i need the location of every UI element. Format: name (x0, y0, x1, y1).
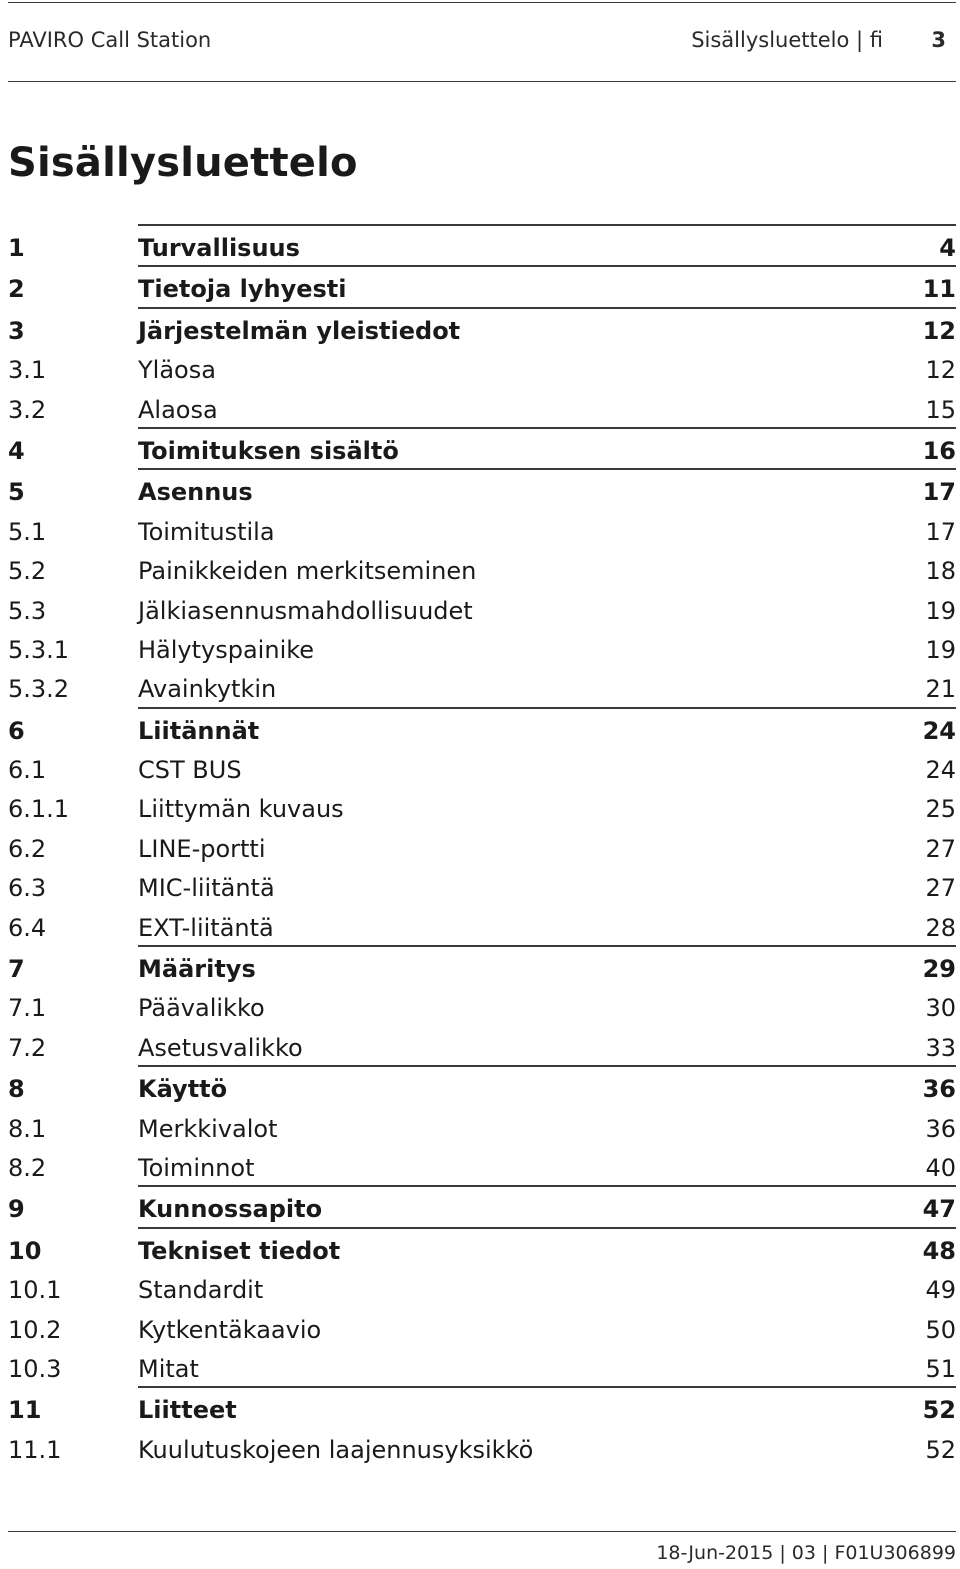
toc-entry[interactable] (8, 427, 956, 468)
toc-entry-title[interactable]: Turvallisuus (138, 234, 300, 262)
table-of-contents (8, 224, 956, 1467)
toc-entry-title[interactable]: Tietoja lyhyesti (138, 275, 347, 304)
toc-entry-page: 24 (925, 756, 956, 785)
toc-entry[interactable] (8, 1428, 956, 1467)
toc-entry-number: 5.3.2 (8, 675, 70, 704)
toc-entry-page: 12 (922, 316, 956, 345)
toc-entry-number: 6.2 (8, 834, 47, 863)
toc-entry-title[interactable]: Määritys (138, 955, 256, 984)
toc-entry-number: 6.4 (8, 913, 47, 942)
toc-entry-title[interactable]: Jälkiasennusmahdollisuudet (138, 596, 473, 625)
toc-entry-title[interactable]: Kytkentäkaavio (138, 1315, 322, 1344)
toc-entry-number: 9 (8, 1195, 25, 1224)
toc-entry-number: 6.1 (8, 756, 47, 785)
toc-entry[interactable] (8, 986, 956, 1025)
toc-entry[interactable] (8, 388, 956, 427)
toc-entry-number: 4 (8, 436, 25, 465)
toc-entry-title[interactable]: Standardit (138, 1276, 264, 1305)
top-border (8, 2, 956, 3)
toc-entry-page: 49 (925, 1276, 956, 1305)
toc-entry-page: 4 (939, 234, 956, 262)
toc-entry[interactable] (8, 1268, 956, 1307)
page-footer: 18-Jun-2015 | 03 | F01U306899 (656, 1542, 956, 1564)
page-title: Sisällysluettelo (8, 140, 358, 186)
toc-entry-page: 30 (925, 994, 956, 1023)
toc-entry[interactable] (8, 1146, 956, 1185)
toc-entry-title[interactable]: Päävalikko (138, 994, 265, 1023)
toc-entry-title[interactable]: Toimitustila (138, 517, 275, 546)
toc-entry[interactable] (8, 510, 956, 549)
toc-entry-page: 36 (925, 1114, 956, 1143)
toc-entry-page: 51 (925, 1354, 956, 1383)
toc-entry-number: 5 (8, 478, 25, 507)
toc-entry-title[interactable]: Käyttö (138, 1075, 228, 1104)
toc-entry-number: 5.3 (8, 596, 47, 625)
toc-entry-title[interactable]: Liittymän kuvaus (138, 795, 344, 824)
toc-entry-number: 3.1 (8, 356, 47, 385)
toc-entry-page: 36 (922, 1075, 956, 1104)
toc-entry[interactable] (8, 1026, 956, 1065)
toc-entry-title[interactable]: Painikkeiden merkitseminen (138, 557, 477, 586)
header-rule (8, 81, 956, 82)
toc-entry-page: 28 (925, 913, 956, 942)
toc-entry-page: 47 (922, 1195, 956, 1224)
toc-entry[interactable] (8, 748, 956, 787)
toc-entry-title[interactable]: Asennus (138, 478, 253, 507)
toc-entry-number: 3.2 (8, 395, 47, 424)
toc-entry[interactable] (8, 589, 956, 628)
product-name: PAVIRO Call Station (8, 28, 212, 52)
toc-entry-page: 33 (925, 1033, 956, 1062)
toc-entry-page: 24 (922, 716, 956, 745)
toc-entry-number: 8.1 (8, 1114, 47, 1143)
page-number: 3 (931, 28, 946, 52)
toc-entry-page: 17 (925, 517, 956, 546)
toc-entry-title[interactable]: Kunnossapito (138, 1195, 323, 1224)
footer-rule (8, 1531, 956, 1532)
toc-entry-title[interactable]: Hälytyspainike (138, 635, 315, 664)
toc-entry-title[interactable]: LINE-portti (138, 834, 266, 863)
toc-entry-title[interactable]: Toiminnot (138, 1153, 255, 1182)
toc-entry-page: 21 (925, 675, 956, 704)
toc-entry[interactable] (8, 1347, 956, 1386)
toc-entry[interactable] (8, 468, 956, 509)
toc-entry-number: 8.2 (8, 1153, 47, 1182)
toc-entry[interactable] (8, 348, 956, 387)
toc-entry-page: 52 (925, 1435, 956, 1464)
toc-entry[interactable] (8, 667, 956, 706)
toc-entry-number: 5.2 (8, 557, 47, 586)
toc-entry-number: 6.1.1 (8, 795, 70, 824)
toc-entry-number: 8 (8, 1075, 25, 1104)
toc-entry[interactable] (8, 265, 956, 306)
toc-entry[interactable] (8, 1107, 956, 1146)
toc-entry-number: 10 (8, 1236, 42, 1265)
toc-entry-title[interactable]: Tekniset tiedot (138, 1236, 341, 1265)
section-label: Sisällysluettelo | fi (691, 28, 883, 52)
toc-entry-number: 11.1 (8, 1435, 62, 1464)
toc-entry-number: 3 (8, 316, 25, 345)
toc-entry-title[interactable]: Järjestelmän yleistiedot (138, 316, 461, 345)
toc-entry[interactable] (8, 1065, 956, 1106)
toc-entry-page: 52 (922, 1396, 956, 1425)
toc-entry[interactable] (8, 1185, 956, 1226)
toc-entry-number: 2 (8, 275, 25, 304)
toc-entry[interactable] (8, 906, 956, 945)
toc-entry[interactable] (8, 307, 956, 348)
toc-entry-title[interactable]: Avainkytkin (138, 675, 277, 704)
toc-entry[interactable] (8, 827, 956, 866)
toc-entry-number: 6 (8, 716, 25, 745)
toc-entry-page: 50 (925, 1315, 956, 1344)
toc-entry-title[interactable]: Alaosa (138, 395, 218, 424)
toc-entry-page: 16 (922, 436, 956, 465)
toc-entry[interactable] (8, 224, 956, 265)
toc-entry-page: 48 (922, 1236, 956, 1265)
toc-entry-title[interactable]: CST BUS (138, 756, 242, 785)
toc-entry-title[interactable]: Merkkivalot (138, 1114, 278, 1143)
toc-entry-page: 18 (925, 557, 956, 586)
toc-entry-number: 5.3.1 (8, 635, 70, 664)
toc-entry[interactable] (8, 1227, 956, 1268)
toc-entry-title[interactable]: Asetusvalikko (138, 1033, 303, 1062)
page-header (8, 28, 956, 58)
toc-entry-title[interactable]: Toimituksen sisältö (138, 436, 399, 465)
toc-entry-title[interactable]: Mitat (138, 1354, 199, 1383)
toc-entry-page: 15 (925, 395, 956, 424)
toc-entry-number: 11 (8, 1396, 42, 1425)
toc-entry-page: 17 (922, 478, 956, 507)
toc-entry[interactable] (8, 549, 956, 588)
toc-entry-number: 7.2 (8, 1033, 47, 1062)
toc-entry-page: 11 (922, 275, 956, 304)
toc-entry-page: 29 (922, 955, 956, 984)
toc-entry-number: 5.1 (8, 517, 47, 546)
toc-entry-page: 27 (925, 874, 956, 903)
toc-entry-title[interactable]: Liitteet (138, 1396, 237, 1425)
toc-entry-title[interactable]: Kuulutuskojeen laajennusyksikkö (138, 1435, 534, 1464)
toc-entry-title[interactable]: EXT-liitäntä (138, 913, 274, 942)
toc-entry[interactable] (8, 1386, 956, 1427)
toc-entry-page: 12 (925, 356, 956, 385)
toc-entry-number: 10.1 (8, 1276, 62, 1305)
toc-entry-page: 25 (925, 795, 956, 824)
toc-entry[interactable] (8, 707, 956, 748)
toc-entry[interactable] (8, 628, 956, 667)
toc-entry-number: 10.3 (8, 1354, 62, 1383)
toc-entry-title[interactable]: MIC-liitäntä (138, 874, 275, 903)
toc-entry-number: 7.1 (8, 994, 47, 1023)
toc-entry[interactable] (8, 866, 956, 905)
toc-entry-title[interactable]: Yläosa (138, 356, 216, 385)
toc-entry-page: 40 (925, 1153, 956, 1182)
toc-entry-number: 6.3 (8, 874, 47, 903)
toc-entry-page: 19 (925, 635, 956, 664)
toc-entry-page: 27 (925, 834, 956, 863)
toc-entry-title[interactable]: Liitännät (138, 716, 260, 745)
toc-entry-number: 10.2 (8, 1315, 62, 1344)
toc-entry[interactable] (8, 1308, 956, 1347)
toc-entry-number: 7 (8, 955, 25, 984)
toc-entry[interactable] (8, 787, 956, 826)
toc-entry[interactable] (8, 945, 956, 986)
toc-entry-number: 1 (8, 234, 25, 262)
toc-entry-page: 19 (925, 596, 956, 625)
